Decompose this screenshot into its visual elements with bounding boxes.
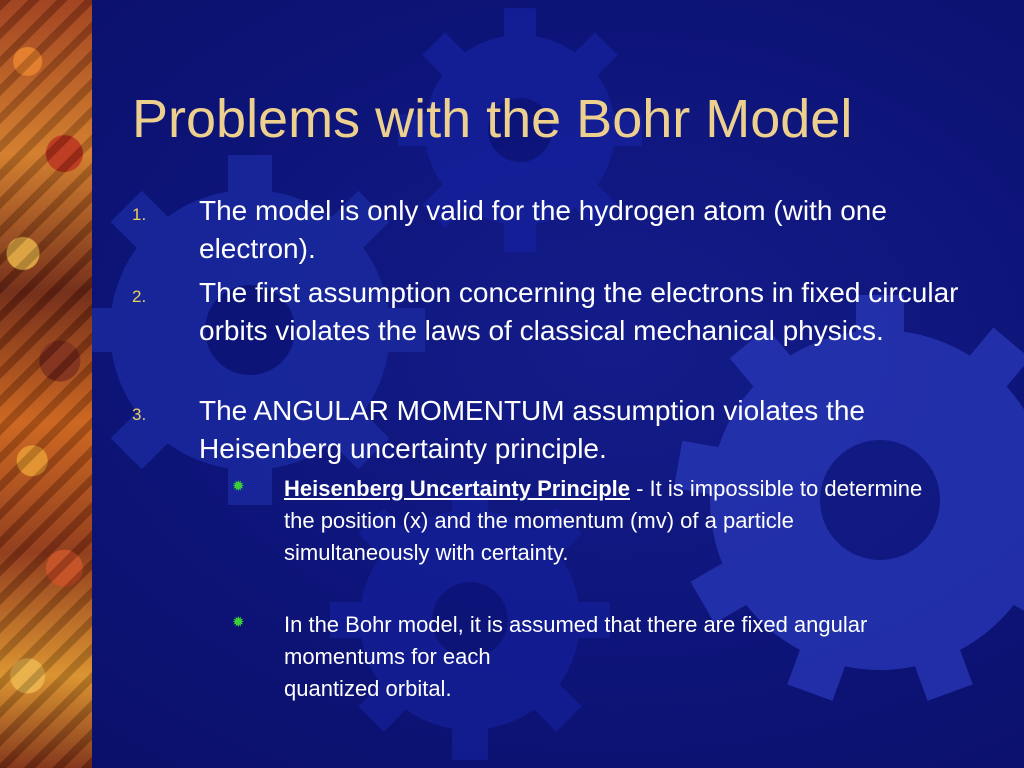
sunburst-bullet-icon: ✹ [232, 478, 245, 495]
list-item-text: The first assumption concerning the electrons in fixed circular orbits violates the laws of classical mechanical physics. [199, 277, 959, 346]
decorative-side-strip [0, 0, 92, 768]
list-number: 3. [132, 405, 147, 424]
sub-bullet-text [284, 473, 984, 569]
sunburst-bullet-icon: ✹ [232, 614, 245, 631]
list-number: 2. [132, 287, 147, 306]
list-item-text: The model is only valid for the hydrogen atom (with one electron). [199, 195, 887, 264]
definition-text: the position (x) and the momentum (mv) of a particle [284, 508, 794, 533]
list-item-text: The ANGULAR MOMENTUM assumption violates the Heisenberg uncertainty principle. [199, 395, 865, 464]
definition-text: - It is impossible to determine [630, 476, 923, 501]
definition-text: simultaneously with certainty. [284, 540, 569, 565]
slide-title: Problems with the Bohr Model [132, 89, 853, 149]
list-number: 1. [132, 205, 147, 224]
sub-bullet-line: quantized orbital. [284, 676, 452, 701]
sub-bullet-line: In the Bohr model, it is assumed that there are fixed angular momentums for each [284, 612, 868, 669]
definition-term: Heisenberg Uncertainty Principle [284, 476, 630, 501]
sub-bullet-text [284, 609, 984, 705]
